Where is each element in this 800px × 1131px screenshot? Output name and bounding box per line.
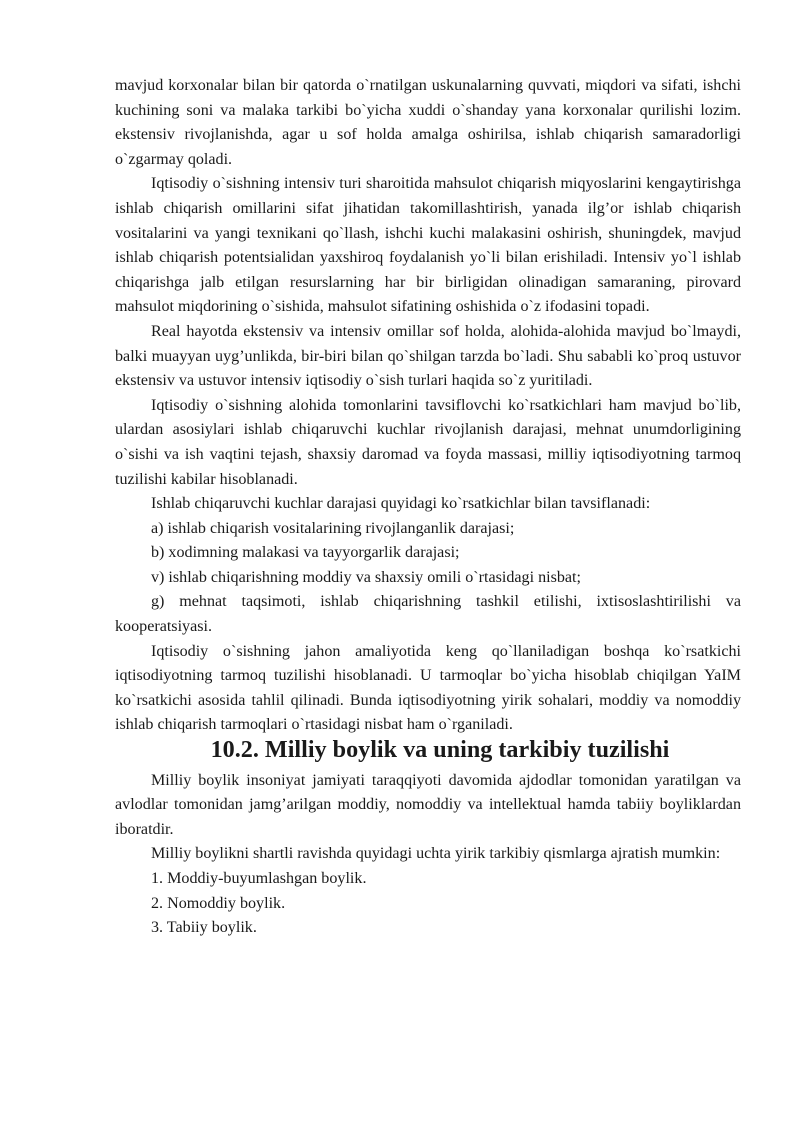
paragraph-extensive-continuation: mavjud korxonalar bilan bir qatorda o`rnatilgan uskunalarning quvvati, miqdori va sifati, ishchi kuchining soni va malaka tarkibi bo`yicha xuddi o`shanday yana korxonalar qurilishi lozim. ekstensiv rivojlanishda, agar u sof holda amalga oshirilsa, ishlab chiqarish samaradorligi o`zgarmay qoladi. bbox=[115, 77, 741, 168]
list-item: b) xodimning malakasi va tayyorgarlik darajasi; bbox=[151, 544, 460, 562]
section-heading: 10.2. Milliy boylik va uning tarkibiy tuzilishi bbox=[210, 736, 670, 764]
list-item: 3. Tabiiy boylik. bbox=[151, 919, 257, 937]
paragraph-national-wealth-parts: Milliy boylikni shartli ravishda quyidagi uchta yirik tarkibiy qismlarga ajratish mumkin: bbox=[151, 845, 721, 863]
paragraph-productive-forces-intro: Ishlab chiqaruvchi kuchlar darajasi quyidagi ko`rsatkichlar bilan tavsiflanadi: bbox=[151, 495, 651, 513]
paragraph-intensive-growth: Iqtisodiy o`sishning intensiv turi sharoitida mahsulot chiqarish miqyoslarini kengaytirishga ishlab chiqarish omillarini sifat jihatidan takomillashtirish, yanada ilg’or ishlab chiqarish vositalarini va yangi texnikani qo`llash, ishchi kuchi malakasini oshirish, shuningdek, mavjud ishlab chiqarish potentsialidan yaxshiroq foydalanish yo`li bilan erishiladi. Intensiv yo`l ishlab chiqarishga jalb etilgan resurslarning har bir birligidan olinadigan samaraning, pirovard mahsulot miqdorining o`sishida, mahsulot sifatining oshishida o`z ifodasini topadi. bbox=[115, 175, 741, 316]
paragraph-national-wealth-definition: Milliy boylik insoniyat jamiyati taraqqiyoti davomida ajdodlar tomonidan yaratilgan va avlodlar tomonidan jamg’arilgan moddiy, nomoddiy va intellektual hamda tabiiy boyliklardan iboratdir. bbox=[115, 771, 741, 838]
list-item: g) mehnat taqsimoti, ishlab chiqarishning tashkil etilishi, ixtisoslashtirilishi va kooperatsiyasi. bbox=[115, 593, 741, 636]
paragraph-real-life-factors: Real hayotda ekstensiv va intensiv omillar sof holda, alohida-alohida mavjud bo`lmaydi, balki muayyan uyg’unlikda, bir-biri bilan qo`shilgan tarzda bo`ladi. Shu sababli ko`proq ustuvor ekstensiv va ustuvor intensiv iqtisodiy o`sish turlari haqida so`z yuritiladi. bbox=[115, 322, 741, 390]
list-item: 1. Moddiy-buyumlashgan boylik. bbox=[151, 870, 367, 887]
list-item: 2. Nomoddiy boylik. bbox=[151, 894, 286, 912]
list-item: v) ishlab chiqarishning moddiy va shaxsiy omili o`rtasidagi nisbat; bbox=[151, 568, 582, 586]
document-page bbox=[115, 74, 741, 941]
indicator-list bbox=[115, 517, 741, 640]
list-item: a) ishlab chiqarish vositalarining rivojlanganlik darajasi; bbox=[151, 519, 515, 537]
paragraph-growth-indicators: Iqtisodiy o`sishning alohida tomonlarini tavsiflovchi ko`rsatkichlari ham mavjud bo`lib, ulardan asosiylari ishlab chiqaruvchi kuchlar rivojlanish darajasi, mehnat unumdorligining o`sishi va ish vaqtini tejash, shaxsiy daromad va foyda massasi, milliy iqtisodiyotning tarmoq tuzilishi kabilar hisoblanadi. bbox=[115, 396, 741, 488]
paragraph-sector-structure: Iqtisodiy o`sishning jahon amaliyotida keng qo`llaniladigan boshqa ko`rsatkichi iqtisodiyotning tarmoq tuzilishi hisoblanadi. U tarmoqlar bo`yicha hisoblab chiqilgan YaIM ko`rsatkichi asosida tahlil qilinadi. Bunda iqtisodiyotning yirik sohalari, moddiy va nomoddiy ishlab chiqarish tarmoqlari o`rtasidagi nisbat ham o`rganiladi. bbox=[115, 642, 741, 734]
wealth-list bbox=[115, 867, 741, 941]
